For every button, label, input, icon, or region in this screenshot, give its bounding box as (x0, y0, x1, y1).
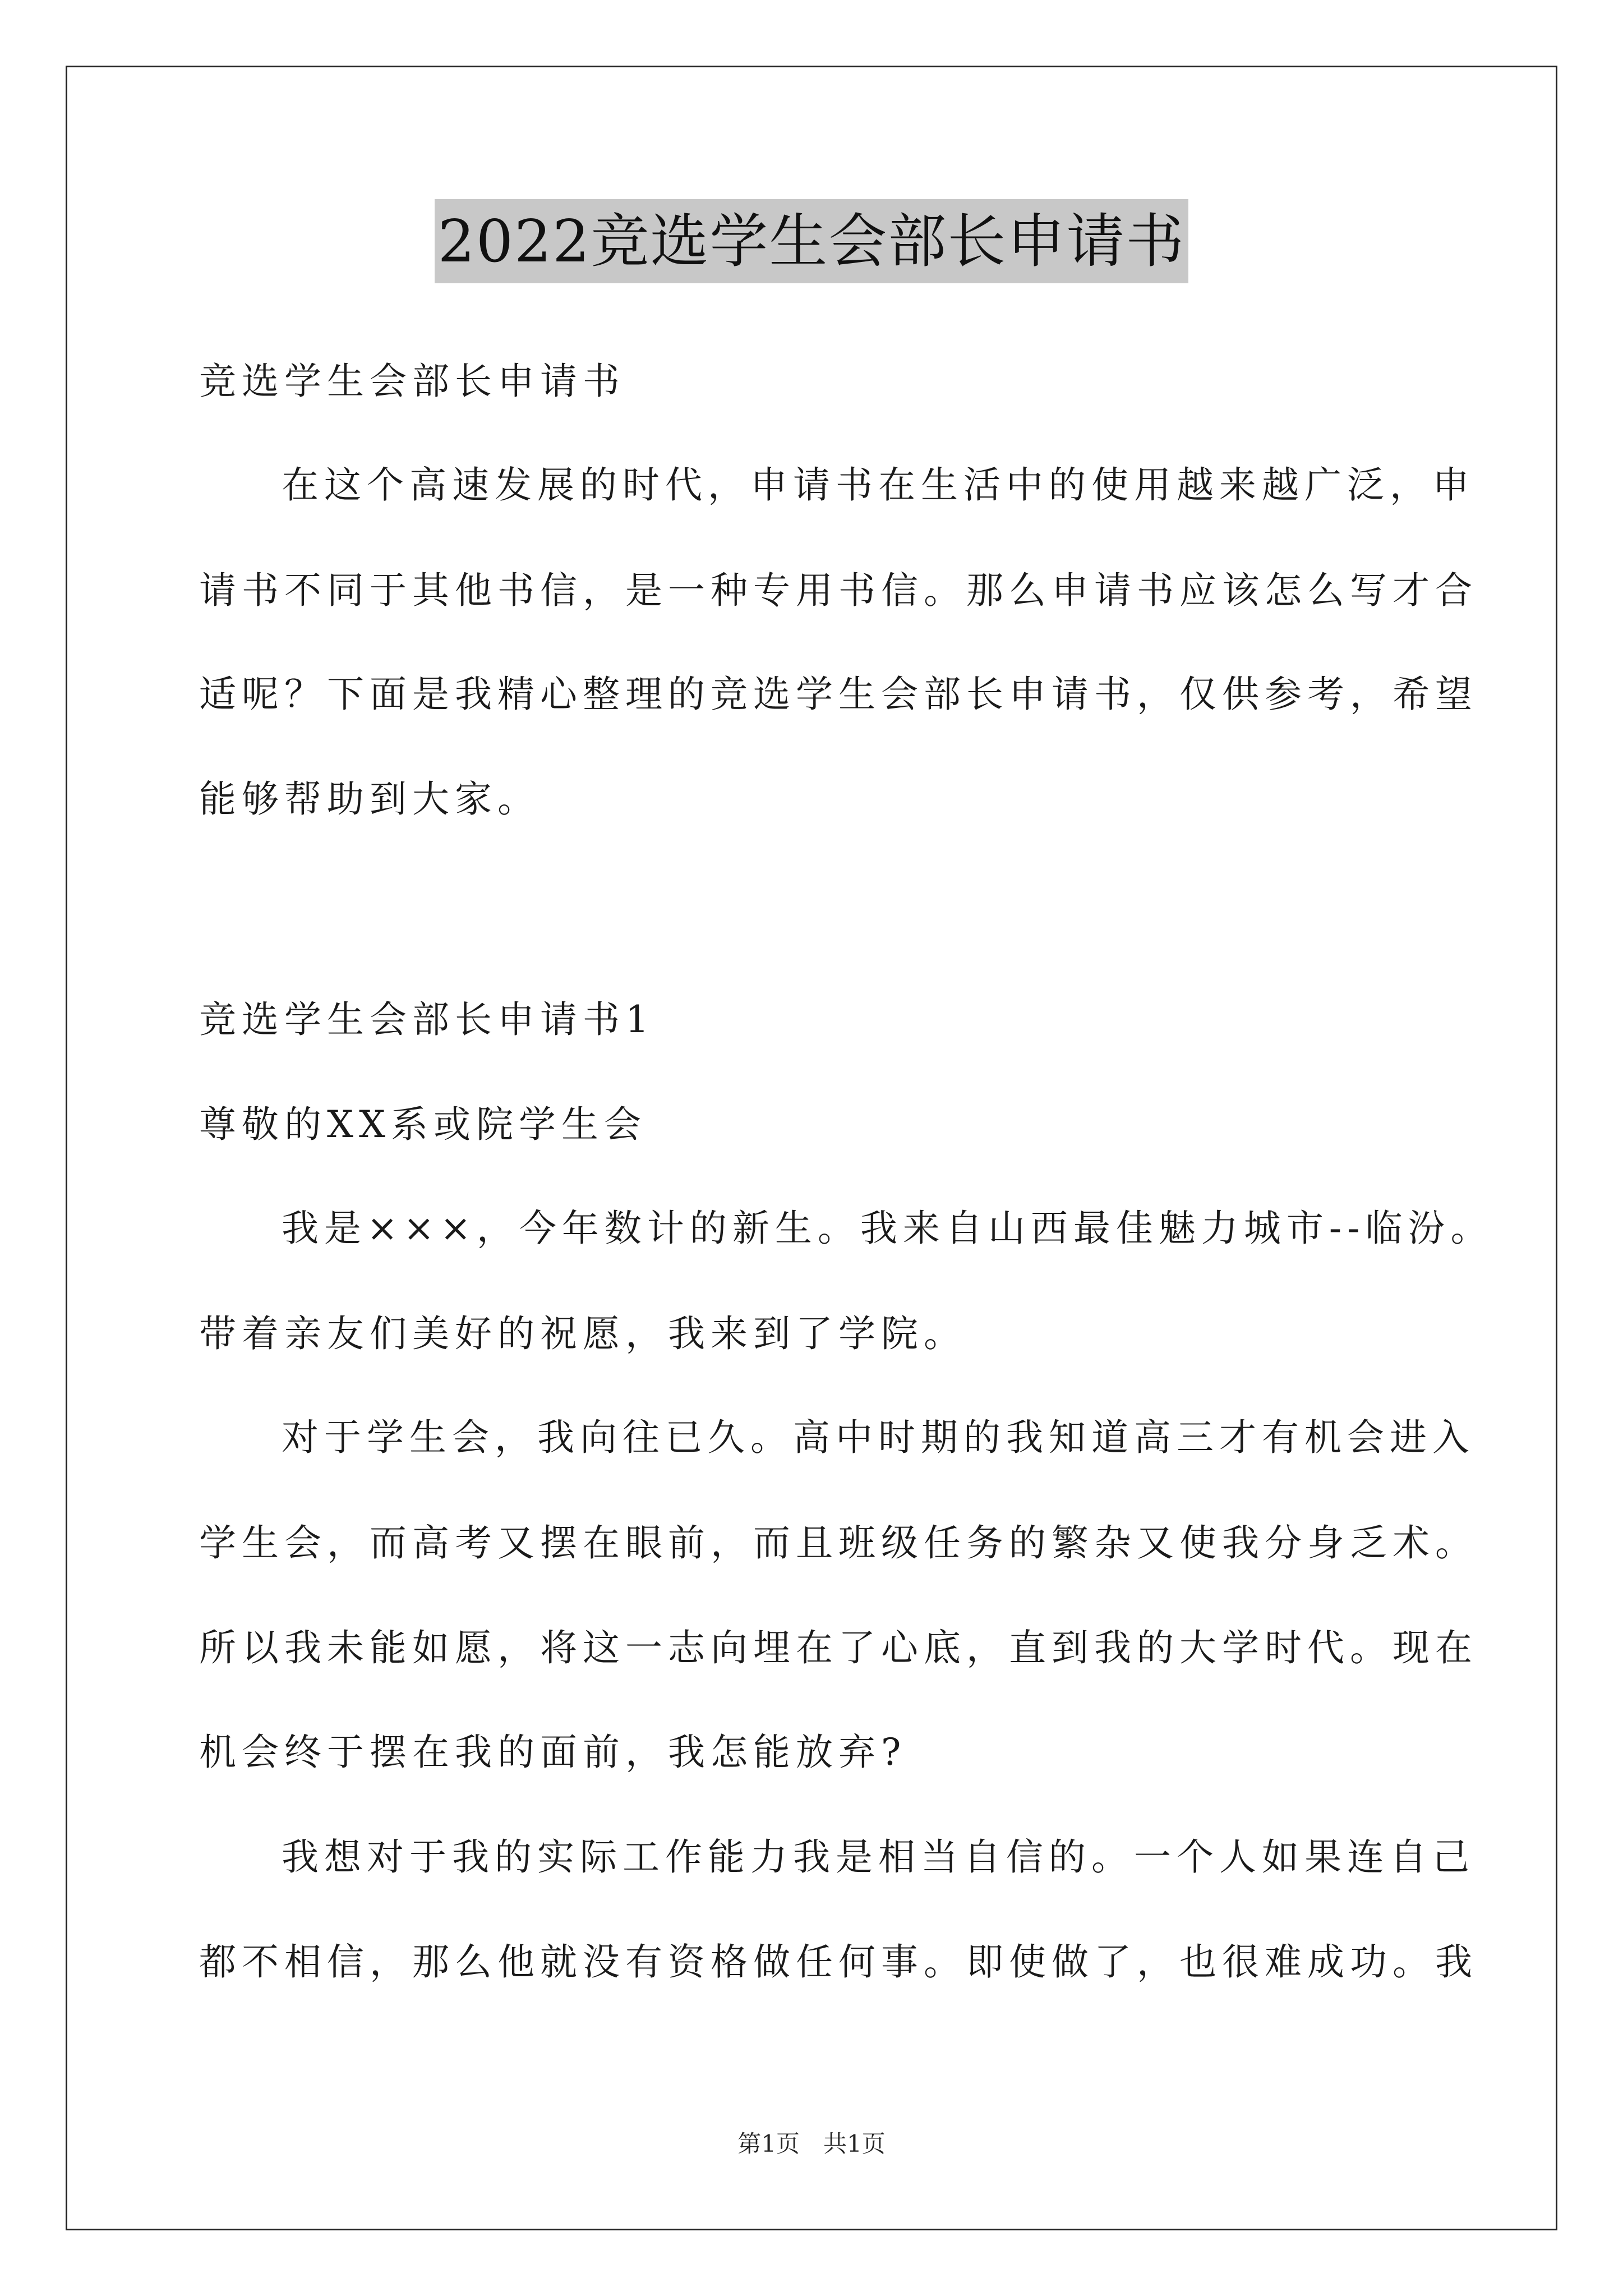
document-title: 2022竞选学生会部长申请书 (435, 199, 1189, 283)
subtitle: 竞选学生会部长申请书 (199, 360, 625, 403)
paragraph-line: 对于学生会，我向往已久。高中时期的我知道高三才有机会进入 (282, 1416, 1475, 1459)
intro-line: 请书不同于其他书信，是一种专用书信。那么申请书应该怎么写才合 (199, 569, 1478, 612)
page-footer: 第1页 共1页 (737, 2130, 886, 2157)
paragraph-line: 我是×××，今年数计的新生。我来自山西最佳魅力城市--临汾。 (282, 1207, 1493, 1250)
paragraph-line: 学生会，而高考又摆在眼前，而且班级任务的繁杂又使我分身乏术。 (199, 1521, 1478, 1565)
salutation: 尊敬的XX系或院学生会 (199, 1103, 647, 1146)
paragraph-line: 都不相信，那么他就没有资格做任何事。即使做了，也很难成功。我 (199, 1940, 1478, 1984)
section-heading: 竞选学生会部长申请书1 (199, 998, 654, 1041)
intro-line: 适呢？下面是我精心整理的竞选学生会部长申请书，仅供参考，希望 (199, 673, 1478, 716)
intro-line: 在这个高速发展的时代，申请书在生活中的使用越来越广泛，申 (282, 463, 1475, 507)
intro-line: 能够帮助到大家。 (199, 777, 540, 821)
paragraph-line: 带着亲友们美好的祝愿，我来到了学院。 (199, 1312, 966, 1355)
paragraph-line: 机会终于摆在我的面前，我怎能放弃? (199, 1731, 907, 1774)
paragraph-line: 我想对于我的实际工作能力我是相当自信的。一个人如果连自己 (282, 1835, 1475, 1879)
paragraph-line: 所以我未能如愿，将这一志向埋在了心底，直到我的大学时代。现在 (199, 1626, 1478, 1669)
title-container (0, 199, 1623, 283)
